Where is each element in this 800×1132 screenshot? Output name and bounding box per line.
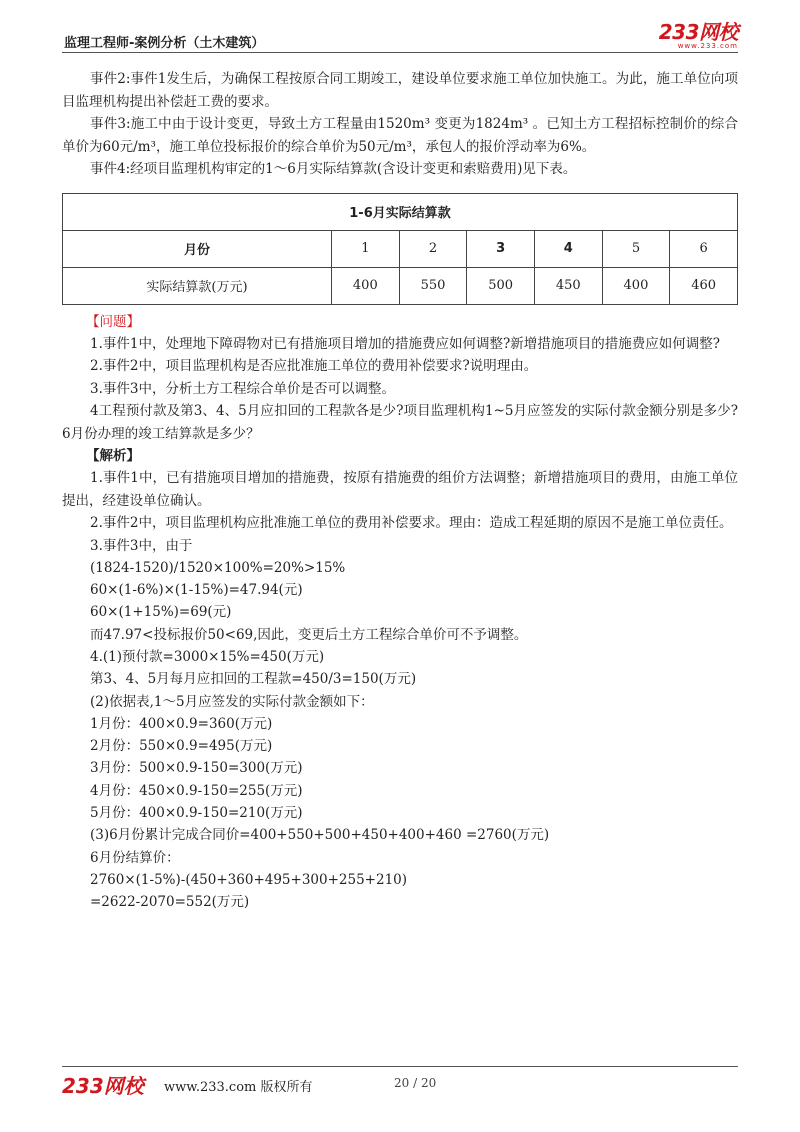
answer-4-advance: 4.(1)预付款=3000×15%=450(万元)	[90, 648, 325, 665]
copyright-text: www.233.com 版权所有	[164, 1080, 313, 1095]
event-2: 事件2:事件1发生后，为确保工程按原合同工期竣工，建设单位要求施工单位加快施工。为此，施工单位向项目监理机构提出补偿赶工费的要求。	[62, 71, 738, 110]
formula-line: 60×(1-6%)×(1-15%)=47.94(元)	[90, 582, 303, 599]
page-number: 20 / 20	[394, 1076, 437, 1090]
month-header-label: 月份	[63, 230, 332, 267]
answer-4-cumulative: (3)6月份累计完成合同价=400+550+500+450+400+460 =2760(万元)	[90, 827, 550, 844]
value-cell: 400	[602, 267, 670, 304]
settlement-table	[62, 193, 738, 305]
value-cell: 450	[534, 267, 602, 304]
month-cell: 2	[399, 230, 467, 267]
page-header	[62, 22, 738, 52]
month-cell: 6	[670, 230, 738, 267]
answer-3-conclusion: 而47.97<投标报价50<69,因此，变更后土方工程综合单价可不予调整。	[90, 626, 528, 643]
value-cell: 550	[399, 267, 467, 304]
monthly-payment: 3月份：500×0.9-150=300(万元)	[90, 760, 303, 777]
page-content	[62, 68, 738, 914]
formula-line: 2760×(1-5%)-(450+360+495+300+255+210)	[90, 871, 408, 888]
answer-4-settlement-label: 6月份结算价：	[90, 849, 180, 866]
logo-text: 233网校	[658, 20, 738, 44]
table-title: 1-6月实际结算款	[63, 193, 738, 230]
answer-4-payments-intro: (2)依据表,1～5月应签发的实际付款金额如下：	[90, 693, 374, 710]
table-header-row	[63, 230, 738, 267]
table-row	[63, 267, 738, 304]
month-cell: 4	[534, 230, 602, 267]
formula-line: (1824-1520)/1520×100%=20%>15%	[90, 559, 346, 576]
monthly-payment: 1月份：400×0.9=360(万元)	[90, 715, 273, 732]
brand-logo[interactable]	[659, 22, 738, 50]
answer-1: 1.事件1中，已有措施项目增加的措施费，按原有措施费的组价方法调整；新增措施项目的费用，由施工单位提出，经建设单位确认。	[62, 470, 738, 509]
month-cell: 1	[332, 230, 400, 267]
formula-line: =2622-2070=552(万元)	[90, 894, 250, 911]
header-divider	[62, 52, 738, 53]
question-4: 4工程预付款及第3、4、5月应扣回的工程款各是少?项目监理机构1~5月应签发的实际付款金额分别是多少?6月份办理的竣工结算款是多少？	[62, 403, 738, 442]
analysis-tag: 【解析】	[86, 448, 140, 464]
document-title: 监理工程师-案例分析（土木建筑）	[64, 36, 265, 51]
event-4: 事件4:经项目监理机构审定的1～6月实际结算款(含设计变更和索赔费用)见下表。	[90, 161, 577, 177]
monthly-payment: 4月份：450×0.9-150=255(万元)	[90, 782, 303, 799]
event-3: 事件3:施工中由于设计变更，导致土方工程量由1520m³ 变更为1824m³ 。已知土方工程招标控制价的综合单价为60元/m³，施工单位投标报价的综合单价为50元/m³，承包人的报价浮动率为6%。	[62, 116, 738, 155]
answer-4-deduction: 第3、4、5月每月应扣回的工程款=450/3=150(万元)	[90, 671, 417, 688]
page-footer	[62, 1070, 738, 1100]
logo-url: www.233.com	[677, 42, 738, 50]
question-2: 2.事件2中，项目监理机构是否应批准施工单位的费用补偿要求?说明理由。	[90, 358, 538, 374]
monthly-payment: 5月份：400×0.9-150=210(万元)	[90, 805, 303, 822]
month-cell: 3	[467, 230, 535, 267]
question-1: 1.事件1中，处理地下障碍物对已有措施项目增加的措施费应如何调整?新增措施项目的措施费应如何调整?	[90, 335, 720, 352]
value-cell: 400	[332, 267, 400, 304]
table-title-row	[63, 193, 738, 230]
value-cell: 460	[670, 267, 738, 304]
value-cell: 500	[467, 267, 535, 304]
footer-logo[interactable]: 233网校	[62, 1074, 144, 1098]
answer-2: 2.事件2中，项目监理机构应批准施工单位的费用补偿要求。理由：造成工程延期的原因不是施工单位责任。	[90, 515, 733, 531]
question-3: 3.事件3中，分析土方工程综合单价是否可以调整。	[90, 380, 395, 397]
monthly-payment: 2月份：550×0.9=495(万元)	[90, 738, 273, 755]
answer-3-intro: 3.事件3中，由于	[90, 537, 193, 554]
footer-divider	[62, 1066, 738, 1067]
settlement-row-label: 实际结算款(万元)	[63, 267, 332, 304]
month-cell: 5	[602, 230, 670, 267]
questions-tag: 【问题】	[86, 313, 140, 330]
formula-line: 60×(1+15%)=69(元)	[90, 604, 232, 621]
